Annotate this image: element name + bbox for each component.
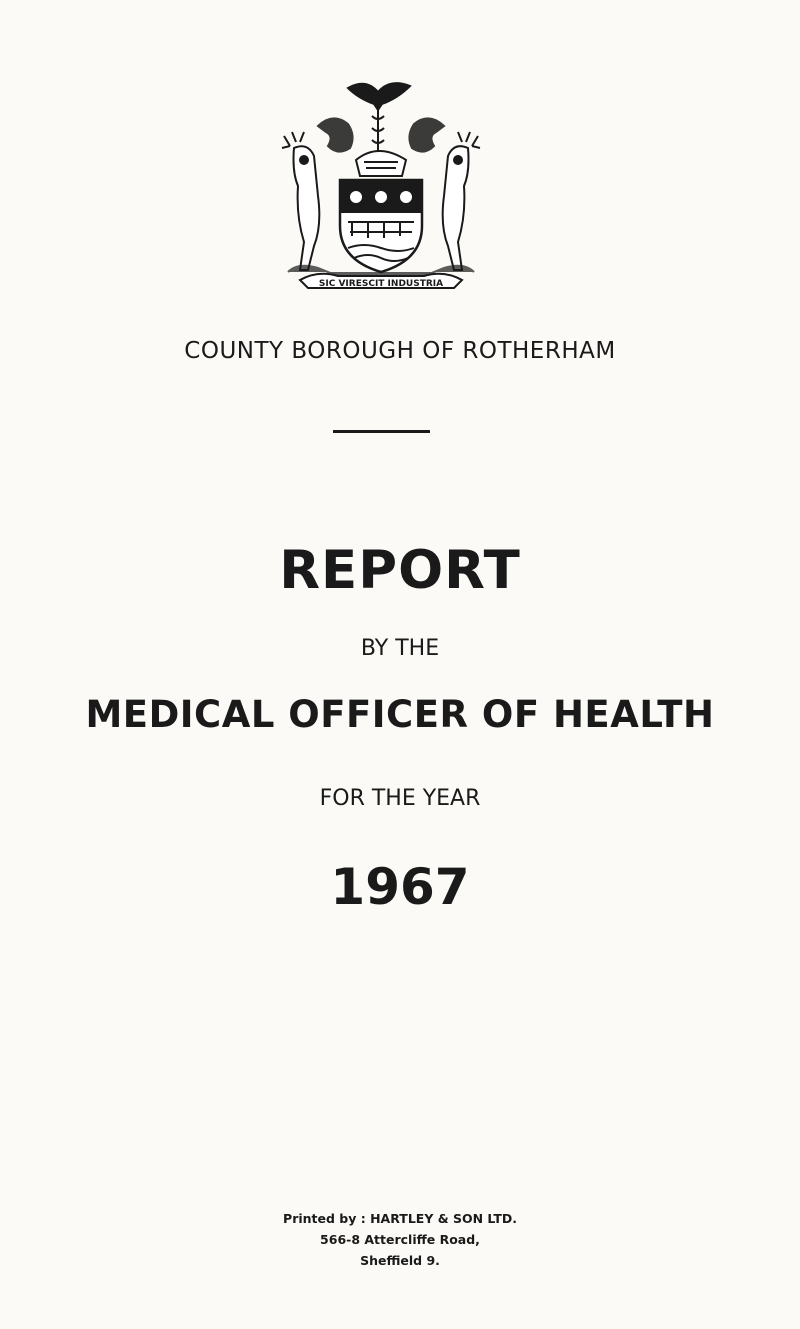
printer-imprint	[0, 1208, 800, 1271]
report-title: REPORT	[279, 540, 521, 601]
title-divider	[333, 430, 430, 433]
for-line: FOR THE YEAR	[319, 786, 481, 811]
office-title: MEDICAL OFFICER OF HEALTH	[85, 693, 715, 736]
printer-line-1: Printed by : HARTLEY & SON LTD.	[283, 1211, 517, 1226]
report-year: 1967	[330, 858, 470, 916]
authority-name: COUNTY BOROUGH OF ROTHERHAM	[184, 338, 616, 364]
coat-of-arms-crest	[278, 76, 484, 290]
crest-motto: SIC VIRESCIT INDUSTRIA	[318, 279, 444, 289]
by-line: BY THE	[360, 636, 440, 661]
printer-line-3: Sheffield 9.	[360, 1253, 440, 1268]
printer-line-2: 566-8 Attercliffe Road,	[320, 1232, 480, 1247]
